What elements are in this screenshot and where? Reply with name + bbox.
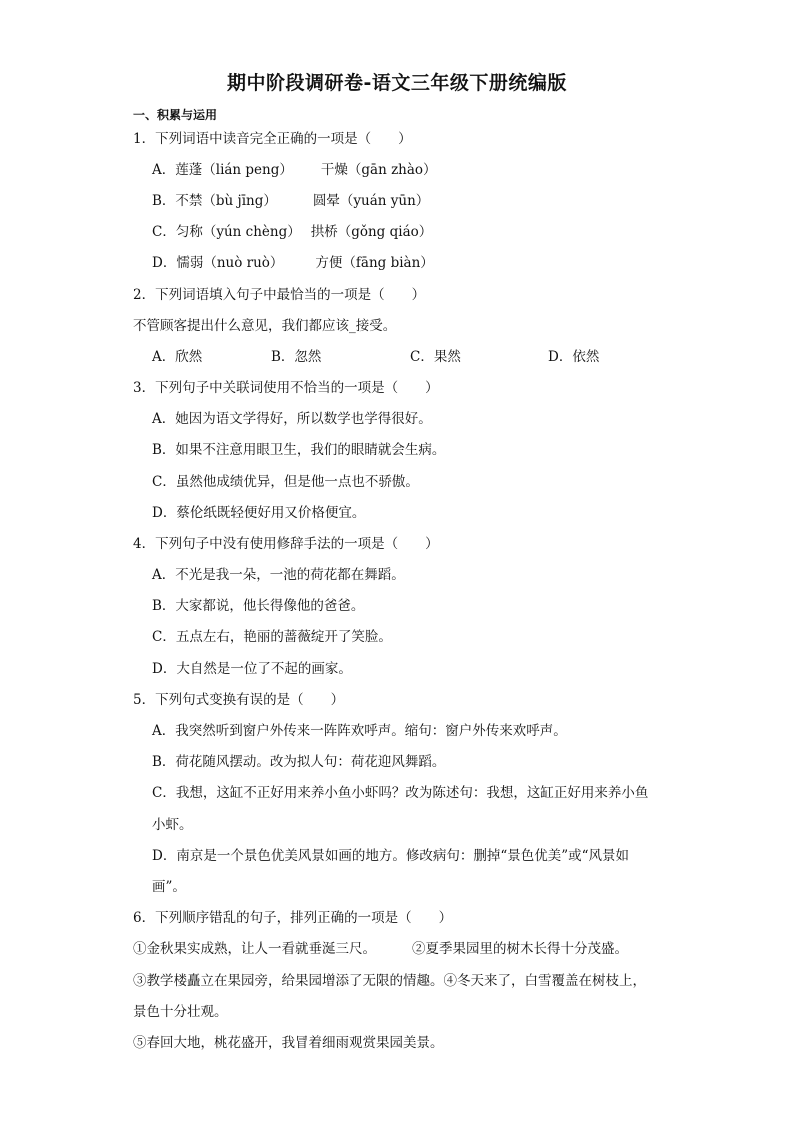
question-3-option-c: C．虽然他成绩优异，但是他一点也不骄傲。 <box>152 474 419 490</box>
option-d-word-1: D．懦弱（nuò ruò） <box>152 255 284 271</box>
question-2-stem: 2．下列词语填入句子中最恰当的一项是（ ） <box>133 287 426 303</box>
question-2-option-c: C．果然 <box>410 349 461 365</box>
question-5-option-c: C．我想，这缸不正好用来养小鱼小虾吗？改为陈述句：我想，这缸正好用来养小鱼 <box>152 785 649 801</box>
question-2-option-d: D．依然 <box>548 349 600 365</box>
question-3-stem: 3．下列句子中关联词使用不恰当的一项是（ ） <box>133 380 439 396</box>
question-6-sentence-line-2: ③教学楼矗立在果园旁，给果园增添了无限的情趣。④冬天来了，白雪覆盖在树枝上， <box>133 973 646 989</box>
option-c-word-2: 拱桥（gǒng qiáo） <box>310 224 433 240</box>
question-6-sentence-line-4: ⑤春回大地，桃花盛开，我冒着细雨观赏果园美景。 <box>133 1035 444 1051</box>
question-6-sentence-line-1 <box>133 940 628 958</box>
question-1-option-d <box>152 254 434 272</box>
section-heading: 一、积累与运用 <box>133 108 218 122</box>
question-2-option-a: A．欣然 <box>152 349 203 365</box>
question-3-option-a: A．她因为语文学得好，所以数学也学得很好。 <box>152 411 432 427</box>
question-2-option-b: B．忽然 <box>271 349 322 365</box>
question-5-option-a: A．我突然听到窗户外传来一阵阵欢呼声。缩句：窗户外传来欢呼声。 <box>152 723 567 739</box>
question-2-sentence: 不管顾客提出什么意见，我们都应该_接受。 <box>133 318 397 334</box>
question-5-stem: 5．下列句式变换有误的是（ ） <box>133 692 345 708</box>
question-6-sentence-line-3: 景色十分壮观。 <box>133 1004 228 1020</box>
question-4-option-c: C．五点左右，艳丽的蔷薇绽开了笑脸。 <box>152 629 392 645</box>
page-title: 期中阶段调研卷-语文三年级下册统编版 <box>227 72 567 94</box>
sentence-1: ①金秋果实成熟，让人一看就垂涎三尺。 <box>133 941 376 957</box>
option-c-word-1: C．匀称（yún chèng） <box>152 224 301 240</box>
question-4-option-b: B．大家都说，他长得像他的爸爸。 <box>152 598 365 614</box>
sentence-2: ②夏季果园里的树木长得十分茂盛。 <box>412 941 628 957</box>
option-b-word-1: B．不禁（bù jīng） <box>152 193 277 209</box>
question-1-stem: 1．下列词语中读音完全正确的一项是（ ） <box>133 131 412 147</box>
question-3-option-b: B．如果不注意用眼卫生，我们的眼睛就会生病。 <box>152 442 446 458</box>
question-4-option-d: D．大自然是一位了不起的画家。 <box>152 661 352 677</box>
question-5-option-d: D．南京是一个景色优美风景如画的地方。修改病句：删掉“景色优美”或“风景如 <box>152 848 630 864</box>
question-5-option-b: B．荷花随风摆动。改为拟人句：荷花迎风舞蹈。 <box>152 754 446 770</box>
option-a-word-1: A．莲蓬（lián peng） <box>152 162 293 178</box>
question-5-option-d-continued: 画”。 <box>152 879 186 895</box>
question-1-option-a <box>152 161 437 179</box>
option-b-word-2: 圆晕（yuán yūn） <box>312 193 430 209</box>
option-a-word-2: 干燥（gān zhào） <box>320 162 437 178</box>
question-4-option-a: A．不光是我一朵，一池的荷花都在舞蹈。 <box>152 567 405 583</box>
question-5-option-c-continued: 小虾。 <box>152 817 193 833</box>
question-1-option-b <box>152 192 429 210</box>
question-6-stem: 6．下列顺序错乱的句子，排列正确的一项是（ ） <box>133 910 453 926</box>
option-d-word-2: 方便（fāng biàn） <box>315 255 434 271</box>
question-1-option-c <box>152 223 432 241</box>
question-4-stem: 4．下列句子中没有使用修辞手法的一项是（ ） <box>133 536 439 552</box>
question-3-option-d: D．蔡伦纸既轻便好用又价格便宜。 <box>152 505 366 521</box>
